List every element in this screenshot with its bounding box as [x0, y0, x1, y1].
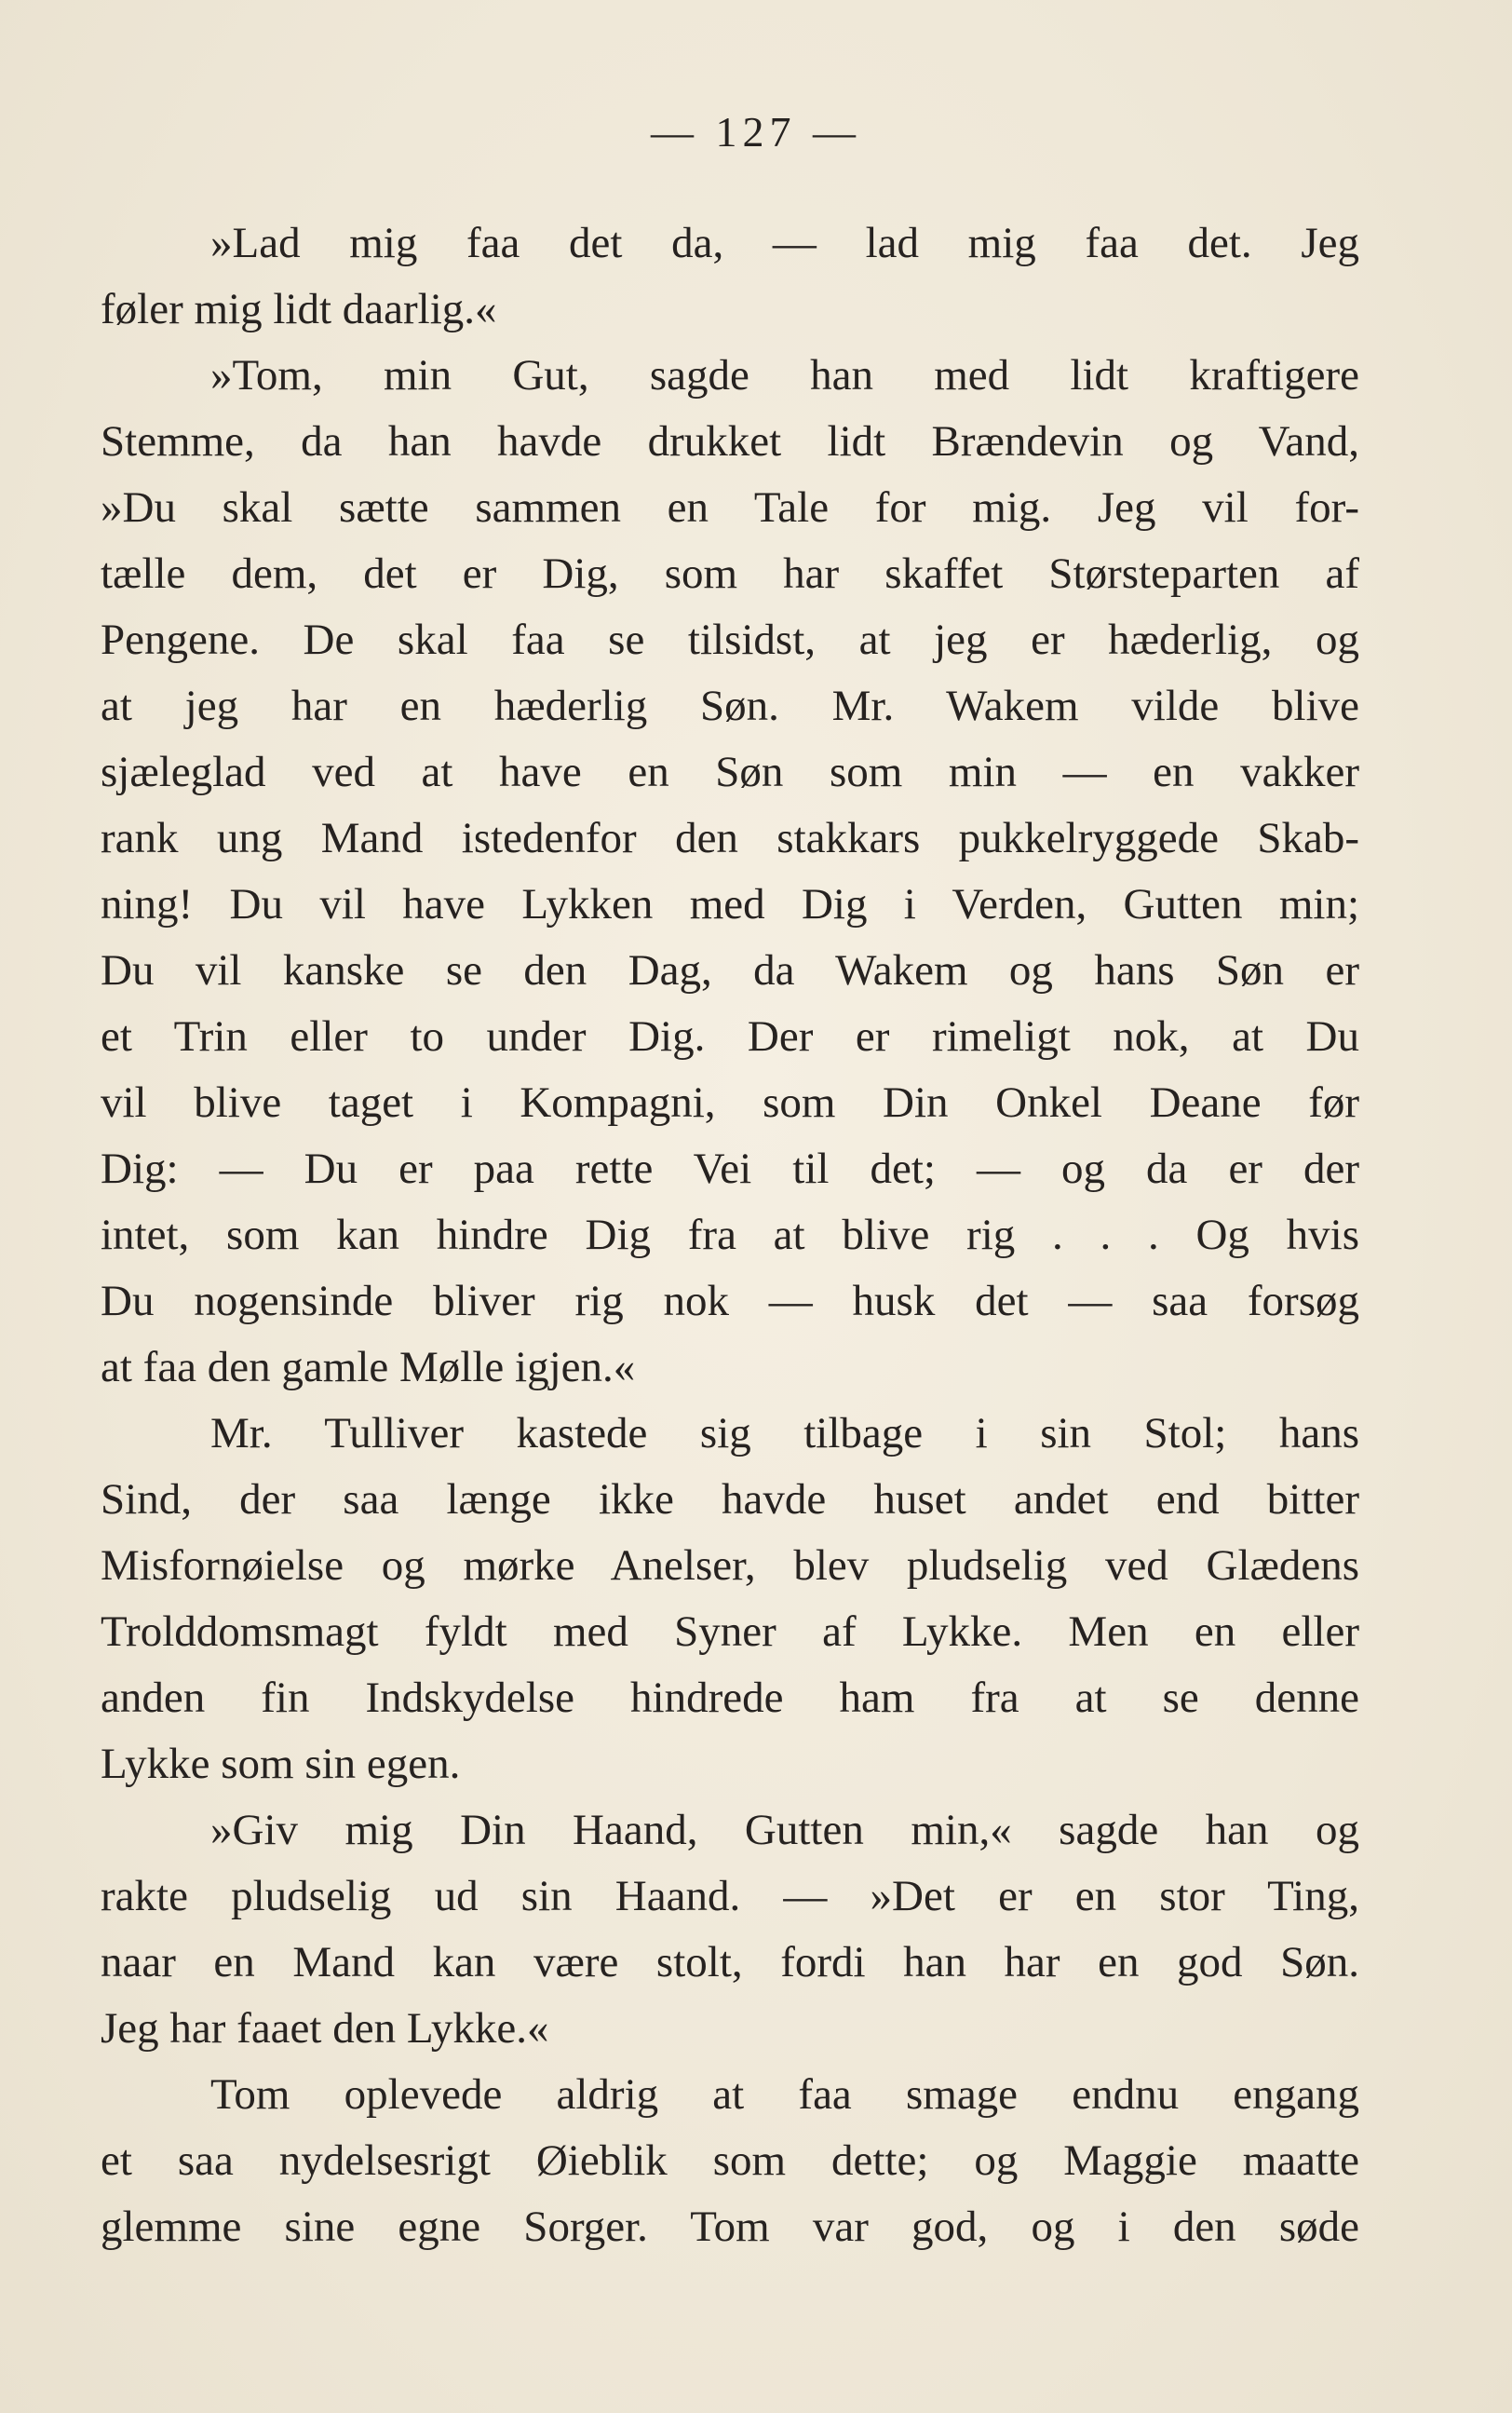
- text-line: intet, som kan hindre Dig fra at blive rig . . . Og hvis: [101, 1211, 1359, 1259]
- text-line: Lykke som sin egen.: [101, 1740, 461, 1788]
- text-line: sjæleglad ved at have en Søn som min — en vakker: [101, 748, 1359, 796]
- text-line: Du vil kanske se den Dag, da Wakem og hans Søn er: [101, 946, 1359, 995]
- text-line: ning! Du vil have Lykken med Dig i Verden, Gutten min;: [101, 880, 1359, 929]
- text-line: Misfornøielse og mørke Anelser, blev pludselig ved Glædens: [101, 1541, 1359, 1590]
- text-line: et saa nydelsesrigt Øieblik som dette; og Maggie maatte: [101, 2136, 1359, 2185]
- text-line: Trolddomsmagt fyldt med Syner af Lykke. Men en eller: [101, 1607, 1359, 1656]
- text-line: tælle dem, det er Dig, som har skaffet Størsteparten af: [101, 549, 1359, 598]
- text-line: Dig: — Du er paa rette Vei til det; — og da er der: [101, 1145, 1359, 1193]
- text-line: Sind, der saa længe ikke havde huset andet end bitter: [101, 1475, 1359, 1524]
- text-line: vil blive taget i Kompagni, som Din Onkel Deane før: [101, 1078, 1359, 1127]
- text-line: Tom oplevede aldrig at faa smage endnu engang: [210, 2070, 1359, 2119]
- text-line: at jeg har en hæderlig Søn. Mr. Wakem vilde blive: [101, 682, 1359, 730]
- text-line: Mr. Tulliver kastede sig tilbage i sin Stol; hans: [210, 1409, 1359, 1457]
- page-number: — 127 —: [651, 108, 861, 156]
- text-line: »Du skal sætte sammen en Tale for mig. Jeg vil for-: [101, 483, 1359, 532]
- text-line: »Tom, min Gut, sagde han med lidt kraftigere: [210, 351, 1359, 400]
- text-line: rakte pludselig ud sin Haand. — »Det er en stor Ting,: [101, 1872, 1359, 1920]
- text-line: naar en Mand kan være stolt, fordi han har en god Søn.: [101, 1938, 1359, 1986]
- text-line: Pengene. De skal faa se tilsidst, at jeg er hæderlig, og: [101, 616, 1359, 664]
- body-text: [101, 210, 1359, 2260]
- text-line: Stemme, da han havde drukket lidt Brændevin og Vand,: [101, 417, 1359, 466]
- text-line: et Trin eller to under Dig. Der er rimeligt nok, at Du: [101, 1012, 1359, 1061]
- text-line: at faa den gamle Mølle igjen.«: [101, 1343, 636, 1391]
- text-line: Du nogensinde bliver rig nok — husk det — saa forsøg: [101, 1277, 1359, 1325]
- text-line: Jeg har faaet den Lykke.«: [101, 2004, 549, 2053]
- text-line: anden fin Indskydelse hindrede ham fra at se denne: [101, 1674, 1359, 1722]
- text-line: føler mig lidt daarlig.«: [101, 285, 497, 333]
- text-line: »Giv mig Din Haand, Gutten min,« sagde han og: [210, 1806, 1359, 1854]
- text-line: glemme sine egne Sorger. Tom var god, og i den søde: [101, 2203, 1359, 2251]
- text-line: »Lad mig faa det da, — lad mig faa det. Jeg: [210, 219, 1359, 267]
- text-line: rank ung Mand istedenfor den stakkars pukkelryggede Skab-: [101, 814, 1359, 862]
